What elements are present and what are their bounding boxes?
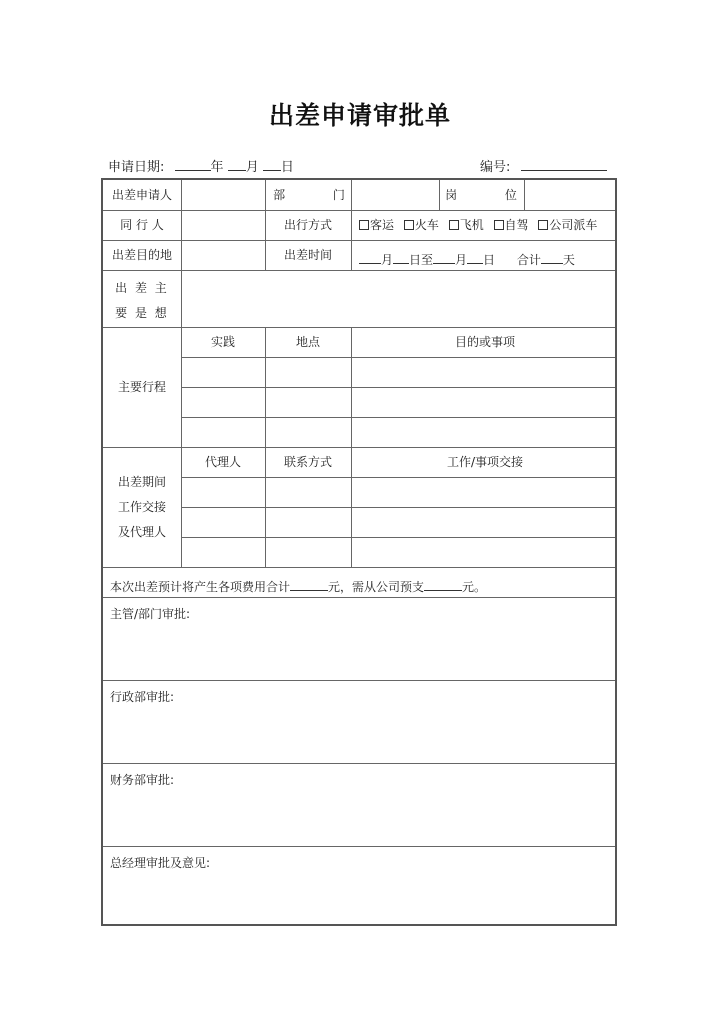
- option-train[interactable]: 火车: [404, 218, 439, 232]
- applicant-field[interactable]: [182, 181, 264, 209]
- application-form: [101, 178, 617, 926]
- form-number: [480, 156, 607, 175]
- start-month-field[interactable]: [359, 249, 381, 264]
- month-field[interactable]: [228, 156, 246, 171]
- end-month-field[interactable]: [433, 249, 455, 264]
- itinerary-col-purpose: 目的或事项: [454, 335, 516, 349]
- travel-mode-options: [359, 219, 597, 231]
- checkbox-icon[interactable]: [359, 220, 369, 230]
- number-label: 编号:: [480, 160, 511, 175]
- itinerary-label: 主要行程: [117, 380, 167, 394]
- year-label: 年: [210, 160, 224, 175]
- itinerary-col-time: 实践: [210, 335, 236, 349]
- travel-time-fields: 月 日至 月 日 合计 天: [359, 249, 575, 266]
- expense-statement: 本次出差预计将产生各项费用合计 元，需从公司预支 元。: [110, 576, 486, 593]
- option-bus[interactable]: 客运: [359, 218, 394, 232]
- destination-field[interactable]: [182, 241, 264, 269]
- end-day-field[interactable]: [467, 249, 483, 264]
- finance-approval-label: 财务部审批:: [110, 773, 175, 787]
- option-company-car[interactable]: 公司派车: [538, 218, 597, 232]
- handover-col-agent: 代理人: [204, 455, 242, 469]
- applicant-label: 出差申请人: [111, 188, 173, 202]
- advance-amount-field[interactable]: [424, 576, 462, 591]
- supervisor-approval-label: 主管/部门审批:: [110, 607, 191, 621]
- option-plane[interactable]: 飞机: [449, 218, 484, 232]
- companion-field[interactable]: [182, 211, 264, 239]
- option-drive[interactable]: 自驾: [494, 218, 529, 232]
- page-title: 出差申请审批单: [268, 101, 451, 130]
- travel-mode-label: 出行方式: [283, 218, 333, 232]
- position-label: 岗 位: [445, 188, 539, 202]
- day-field[interactable]: [263, 156, 281, 171]
- checkbox-icon[interactable]: [449, 220, 459, 230]
- checkbox-icon[interactable]: [404, 220, 414, 230]
- travel-time-label: 出差时间: [283, 248, 333, 262]
- main-purpose-label-1: 出 差 主: [115, 281, 169, 295]
- itinerary-col-place: 地点: [295, 335, 321, 349]
- handover-label-3: 及代理人: [117, 525, 167, 539]
- expense-total-field[interactable]: [290, 576, 328, 591]
- year-field[interactable]: [175, 156, 211, 171]
- date-label: 申请日期:: [108, 160, 165, 175]
- destination-label: 出差目的地: [111, 248, 173, 262]
- total-days-field[interactable]: [541, 249, 563, 264]
- start-day-field[interactable]: [393, 249, 409, 264]
- handover-label-2: 工作交接: [117, 500, 167, 514]
- handover-label-1: 出差期间: [117, 475, 167, 489]
- handover-col-work: 工作/事项交接: [446, 455, 524, 469]
- main-purpose-label-2: 要 是 想: [115, 306, 169, 320]
- companion-label: 同 行 人: [120, 218, 164, 232]
- department-field[interactable]: [352, 181, 438, 209]
- main-purpose-field[interactable]: [182, 271, 615, 326]
- admin-approval-label: 行政部审批:: [110, 690, 175, 704]
- month-label: 月: [245, 160, 259, 175]
- number-field[interactable]: [521, 156, 607, 171]
- application-date: [108, 156, 294, 175]
- gm-approval-label: 总经理审批及意见:: [110, 856, 211, 870]
- day-label: 日: [280, 160, 294, 175]
- checkbox-icon[interactable]: [538, 220, 548, 230]
- handover-col-contact: 联系方式: [283, 455, 333, 469]
- checkbox-icon[interactable]: [494, 220, 504, 230]
- position-field[interactable]: [525, 181, 615, 209]
- department-label: 部 门: [273, 188, 367, 202]
